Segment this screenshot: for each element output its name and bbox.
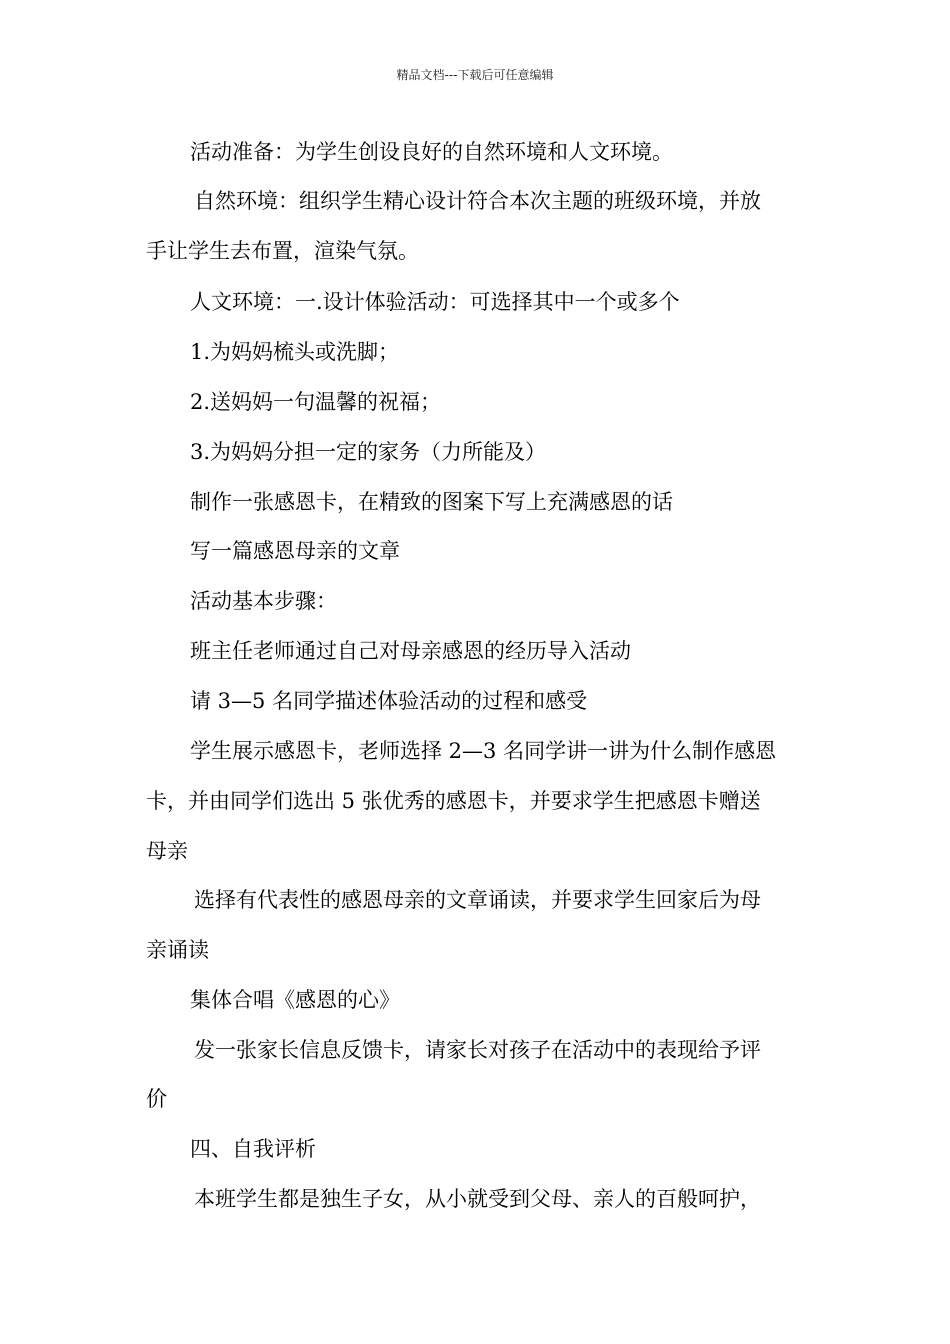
list-item-1: 1.为妈妈梳头或洗脚； (190, 340, 400, 364)
paragraph-activity-preparation: 活动准备：为学生创设良好的自然环境和人文环境。 (190, 140, 673, 164)
paragraph-basic-steps-heading: 活动基本步骤： (190, 589, 337, 613)
page-header: 精品文档---下载后可任意编辑 (396, 68, 554, 82)
paragraph-natural-environment: 自然环境：组织学生精心设计符合本次主题的班级环境，并放 (194, 189, 761, 213)
paragraph-show-cards: 学生展示感恩卡，老师选择 2—3 名同学讲一讲为什么制作感恩 (190, 739, 777, 763)
paragraph-cultural-environment: 人文环境：一.设计体验活动：可选择其中一个或多个 (190, 290, 680, 314)
list-item-2: 2.送妈妈一句温馨的祝福； (190, 390, 442, 414)
paragraph-feedback-card-cont: 价 (146, 1087, 167, 1111)
paragraph-read-article-cont: 亲诵读 (146, 938, 209, 962)
section-heading-self-evaluation: 四、自我评析 (190, 1137, 316, 1161)
paragraph-self-evaluation: 本班学生都是独生子女，从小就受到父母、亲人的百般呵护， (194, 1187, 761, 1211)
paragraph-natural-environment-cont: 手让学生去布置，渲染气氛。 (146, 239, 419, 263)
paragraph-show-cards-cont-2: 母亲 (146, 839, 188, 863)
paragraph-feedback-card: 发一张家长信息反馈卡，请家长对孩子在活动中的表现给予评 (194, 1038, 761, 1062)
paragraph-make-card: 制作一张感恩卡，在精致的图案下写上充满感恩的话 (190, 490, 673, 514)
paragraph-write-article: 写一篇感恩母亲的文章 (190, 539, 400, 563)
list-item-3: 3.为妈妈分担一定的家务（力所能及） (190, 440, 547, 464)
paragraph-group-singing: 集体合唱《感恩的心》 (190, 988, 400, 1012)
paragraph-students-describe: 请 3—5 名同学描述体验活动的过程和感受 (190, 689, 588, 713)
paragraph-show-cards-cont: 卡，并由同学们选出 5 张优秀的感恩卡，并要求学生把感恩卡赠送 (146, 789, 761, 813)
paragraph-read-article: 选择有代表性的感恩母亲的文章诵读，并要求学生回家后为母 (194, 888, 761, 912)
paragraph-teacher-intro: 班主任老师通过自己对母亲感恩的经历导入活动 (190, 639, 631, 663)
